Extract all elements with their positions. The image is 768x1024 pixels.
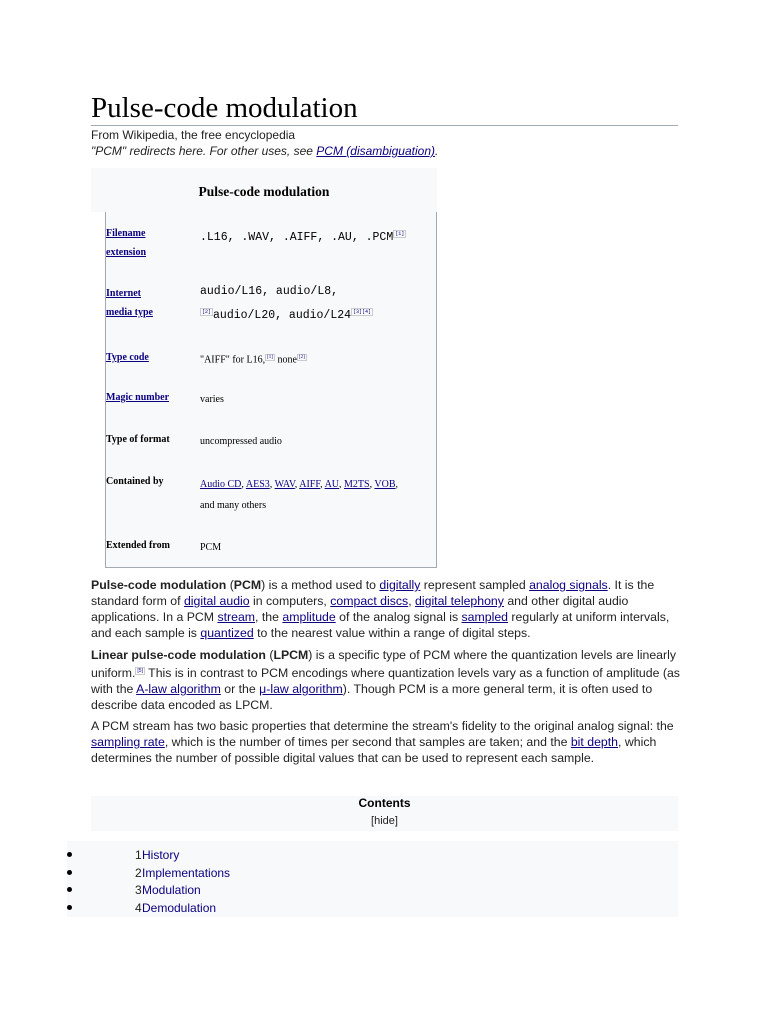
citation-ref[interactable]: [2] xyxy=(202,309,212,315)
toc-item-demodulation[interactable] xyxy=(67,900,678,917)
hatnote-text: "PCM" redirects here. For other uses, see xyxy=(91,144,317,158)
page-title: Pulse-code modulation xyxy=(91,92,358,124)
toc-label[interactable]: Implementations xyxy=(142,866,231,880)
link-sampled[interactable]: sampled xyxy=(461,610,509,624)
link-digital-telephony[interactable]: digital telephony xyxy=(415,594,504,608)
separator: , xyxy=(320,479,325,490)
toc-number: 4 xyxy=(135,901,142,915)
tagline: From Wikipedia, the free encyclopedia xyxy=(91,128,296,142)
separator: , xyxy=(241,479,246,490)
toc-number: 2 xyxy=(135,866,142,880)
toc-item-implementations[interactable] xyxy=(67,865,678,882)
link-digitally[interactable]: digitally xyxy=(379,578,421,592)
toc-number: 3 xyxy=(135,883,142,897)
toc-item-modulation[interactable] xyxy=(67,882,678,899)
toc-hide-toggle[interactable]: [hide] xyxy=(371,815,398,827)
infobox-label-type-code[interactable] xyxy=(106,348,196,367)
citation-ref[interactable]: [5] xyxy=(137,668,143,674)
link-analog-signals[interactable]: analog signals xyxy=(529,578,608,592)
separator: , xyxy=(294,479,300,490)
infobox-body xyxy=(105,212,437,568)
citation-ref[interactable]: [1] xyxy=(267,355,273,360)
separator: , xyxy=(395,479,399,490)
toc-label[interactable]: History xyxy=(142,848,180,862)
citation-ref[interactable]: [1] xyxy=(395,231,405,237)
contained-by-link-aiff[interactable]: AIFF xyxy=(299,479,321,490)
table-of-contents xyxy=(91,796,678,831)
link-bit-depth[interactable]: bit depth xyxy=(570,735,619,749)
link-stream[interactable]: stream xyxy=(217,610,256,624)
separator: , xyxy=(339,479,345,490)
toc-list xyxy=(67,841,678,917)
type-code-link[interactable]: Type code xyxy=(106,352,149,363)
contained-by-link-au[interactable]: AU xyxy=(324,479,340,490)
toc-item-history[interactable] xyxy=(67,847,678,864)
intro-paragraph-3: A PCM stream has two basic properties that determine the stream's fidelity to the original analog signal: the sampling rate, which is the number of times per second that samples are taken; and the bit depth, which determines the number of possible digital values that can be used to represent each sample. xyxy=(91,719,674,765)
link-amplitude[interactable]: amplitude xyxy=(282,610,336,624)
toc-label[interactable]: Demodulation xyxy=(142,901,217,915)
infobox-value-media-type: audio/L16, audio/L8, [2] audio/L20, audio/L24 [3][4] xyxy=(200,285,372,322)
infobox-value-magic-number: varies xyxy=(200,394,224,405)
toc-label[interactable]: Modulation xyxy=(142,883,201,897)
disambiguation-link[interactable]: PCM (disambiguation) xyxy=(316,144,435,158)
infobox-value-filename-extension: .L16, .WAV, .AIFF, .AU, .PCM [1] xyxy=(200,230,405,244)
bullet-icon xyxy=(67,870,72,875)
separator: , xyxy=(369,479,375,490)
toc-title: Contents xyxy=(358,796,411,810)
infobox-value-extended-from: PCM xyxy=(200,542,222,553)
hatnote-suffix: . xyxy=(435,144,439,158)
infobox xyxy=(91,168,437,568)
infobox-value-type-code: "AIFF" for L16, [1] none [2] xyxy=(200,354,305,366)
contained-by-link-audio-cd[interactable]: Audio CD xyxy=(200,479,242,490)
infobox-value-type-of-format: uncompressed audio xyxy=(200,436,282,447)
link-quantized[interactable]: quantized xyxy=(200,626,254,640)
contained-by-links xyxy=(200,479,398,490)
citation-ref[interactable]: [2] xyxy=(298,355,305,360)
contained-by-link-vob[interactable]: VOB xyxy=(374,479,396,490)
citation-ref[interactable]: [3][4] xyxy=(353,309,372,315)
infobox-label-media-type[interactable] xyxy=(106,284,196,322)
infobox-header xyxy=(91,168,437,212)
toc-number: 1 xyxy=(135,848,142,862)
infobox-label-filename-extension[interactable] xyxy=(106,224,196,262)
link-compact-discs[interactable]: compact discs xyxy=(330,594,409,608)
link-digital-audio[interactable]: digital audio xyxy=(183,594,250,608)
infobox-label-contained-by: Contained by xyxy=(106,476,164,487)
infobox-label-magic-number[interactable] xyxy=(106,388,196,407)
hatnote xyxy=(91,144,438,159)
intro-paragraph-1: Pulse-code modulation (PCM) is a method used to digitally represent sampled analog signals. It is the standard form of digital audio in computers, compact discs, digital telephony and other digital audio applications. In a PCM stream, the amplitude of the analog signal is sampled regularly at uniform intervals, and each sample is quantized to the nearest value within a range of digital steps. xyxy=(91,578,670,640)
contained-by-link-aes3[interactable]: AES3 xyxy=(245,479,270,490)
contained-by-link-m2ts[interactable]: M2TS xyxy=(344,479,370,490)
link-mu-law[interactable]: μ-law algorithm xyxy=(259,682,343,697)
internet-media-type-link[interactable]: Internet media type xyxy=(106,288,153,318)
separator: , xyxy=(269,479,275,490)
infobox-title: Pulse-code modulation xyxy=(198,184,330,199)
bullet-icon xyxy=(67,852,72,857)
filename-extension-link[interactable]: Filename extension xyxy=(106,228,146,258)
bullet-icon xyxy=(67,887,72,892)
infobox-value-contained-by: Audio CD, AES3, WAV, AIFF, AU, M2TS, VOB, and many others xyxy=(200,479,399,511)
bullet-icon xyxy=(67,905,72,910)
infobox-label-type-of-format: Type of format xyxy=(106,434,170,445)
link-sampling-rate[interactable]: sampling rate xyxy=(91,735,165,749)
title-divider xyxy=(91,125,678,126)
magic-number-link[interactable]: Magic number xyxy=(106,392,170,403)
infobox-label-extended-from: Extended from xyxy=(106,540,170,551)
intro-paragraph-2: Linear pulse-code modulation (LPCM) is a specific type of PCM where the quantization levels are linearly uniform. [5] This is in contrast to PCM encodings where quantization levels vary as a function of amplitude (as with the A-law algorithm or the μ-law algorithm). Though PCM is a more general term, it is often used to describe data encoded as LPCM. xyxy=(91,648,680,713)
link-a-law[interactable]: A-law algorithm xyxy=(136,682,221,697)
contained-by-link-wav[interactable]: WAV xyxy=(274,479,295,490)
